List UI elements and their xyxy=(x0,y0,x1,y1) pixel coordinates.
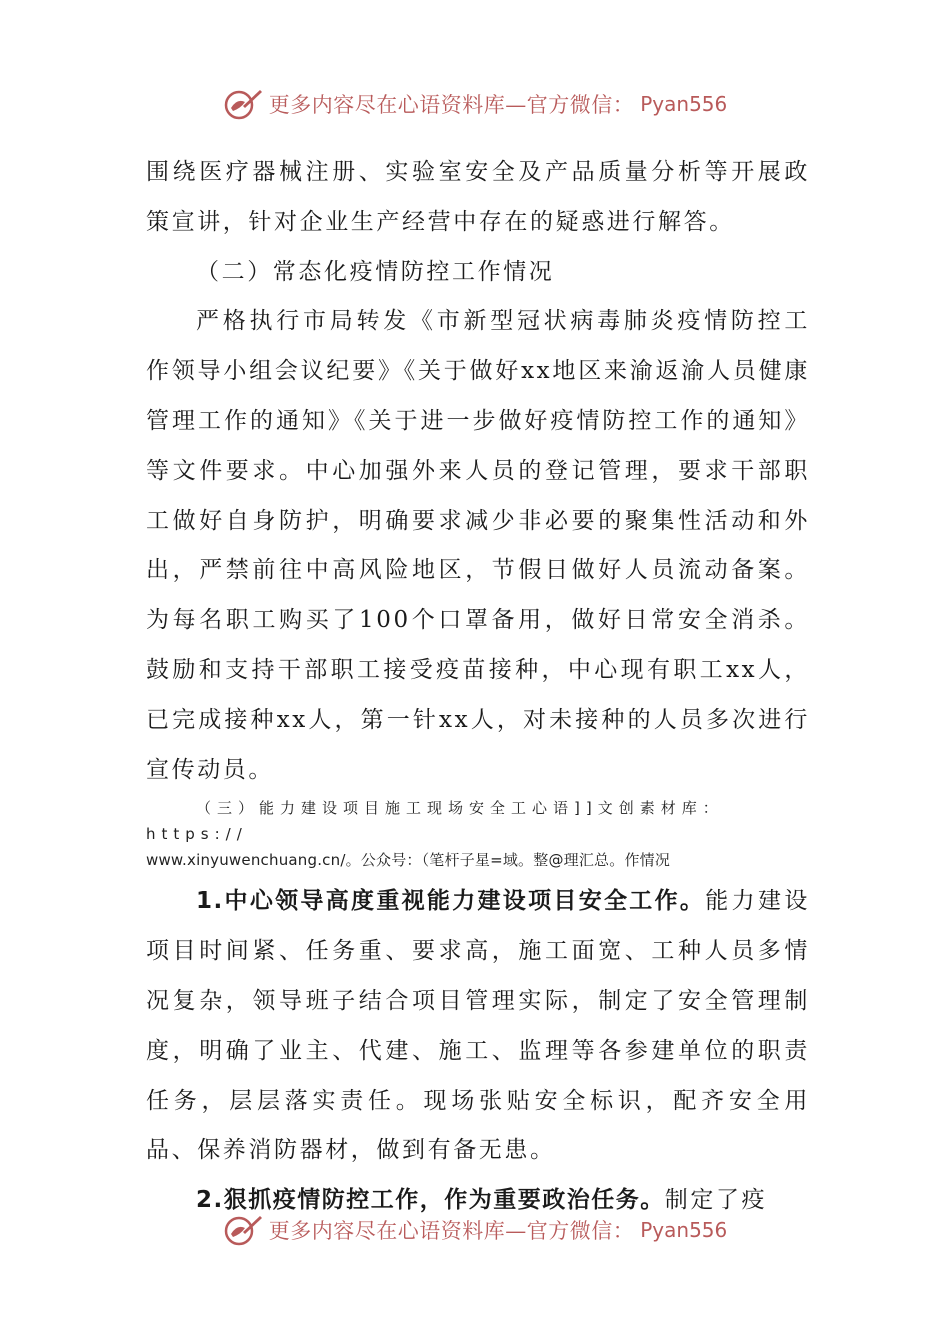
header-watermark xyxy=(0,84,950,124)
section-heading-3-line2: www.xinyuwenchuang.cn/。公众号：（笔杆子星=域。整@理汇总。作情况 xyxy=(146,851,671,870)
pen-logo-icon xyxy=(223,1212,263,1248)
paragraph-epidemic-task-text: 制定了疫 xyxy=(664,1187,768,1214)
paragraph-policy: 围绕医疗器械注册、实验室安全及产品质量分析等开展政策宣讲，针对企业生产经营中存在的疑惑进行解答。 xyxy=(146,159,810,235)
document-body xyxy=(146,148,810,1226)
watermark-wechat-id: Pyan556 xyxy=(640,1218,728,1242)
paragraph-epidemic-task-lead: 2.狠抓疫情防控工作，作为重要政治任务。 xyxy=(196,1187,665,1214)
watermark-wechat-id: Pyan556 xyxy=(640,92,728,116)
paragraph-safety xyxy=(146,877,810,1176)
paragraph-safety-text: 能力建设项目时间紧、任务重、要求高，施工面宽、工种人员多情况复杂，领导班子结合项目管理实际，制定了安全管理制度，明确了业主、代建、施工、监理等各参建单位的职责任务，层层落实责任。现场张贴安全标识，配齐安全用品、保养消防器材，做到有备无患。 xyxy=(146,888,810,1164)
section-heading-3-line1: （三）能力建设项目施工现场安全工心语]]文创素材库：https:// xyxy=(146,799,724,844)
paragraph-safety-lead: 1.中心领导高度重视能力建设项目安全工作。 xyxy=(196,888,706,915)
watermark-text: 更多内容尽在心语资料库—官方微信： xyxy=(268,1219,635,1243)
footer-watermark xyxy=(0,1210,950,1250)
watermark-text: 更多内容尽在心语资料库—官方微信： xyxy=(268,93,635,117)
section-heading-2: （二）常态化疫情防控工作情况 xyxy=(196,258,555,285)
pen-logo-icon xyxy=(223,86,263,122)
paragraph-epidemic: 严格执行市局转发《市新型冠状病毒肺炎疫情防控工作领导小组会议纪要》《关于做好xx地区来渝返渝人员健康管理工作的通知》《关于进一步做好疫情防控工作的通知》等文件要求。中心加强外来人员的登记管理，要求干部职工做好自身防护，明确要求减少非必要的聚集性活动和外出，严禁前往中高风险地区，节假日做好人员流动备案。为每名职工购买了100个口罩备用，做好日常安全消杀。鼓励和支持干部职工接受疫苗接种，中心现有职工xx人，已完成接种xx人，第一针xx人，对未接种的人员多次进行宣传动员。 xyxy=(146,308,810,783)
